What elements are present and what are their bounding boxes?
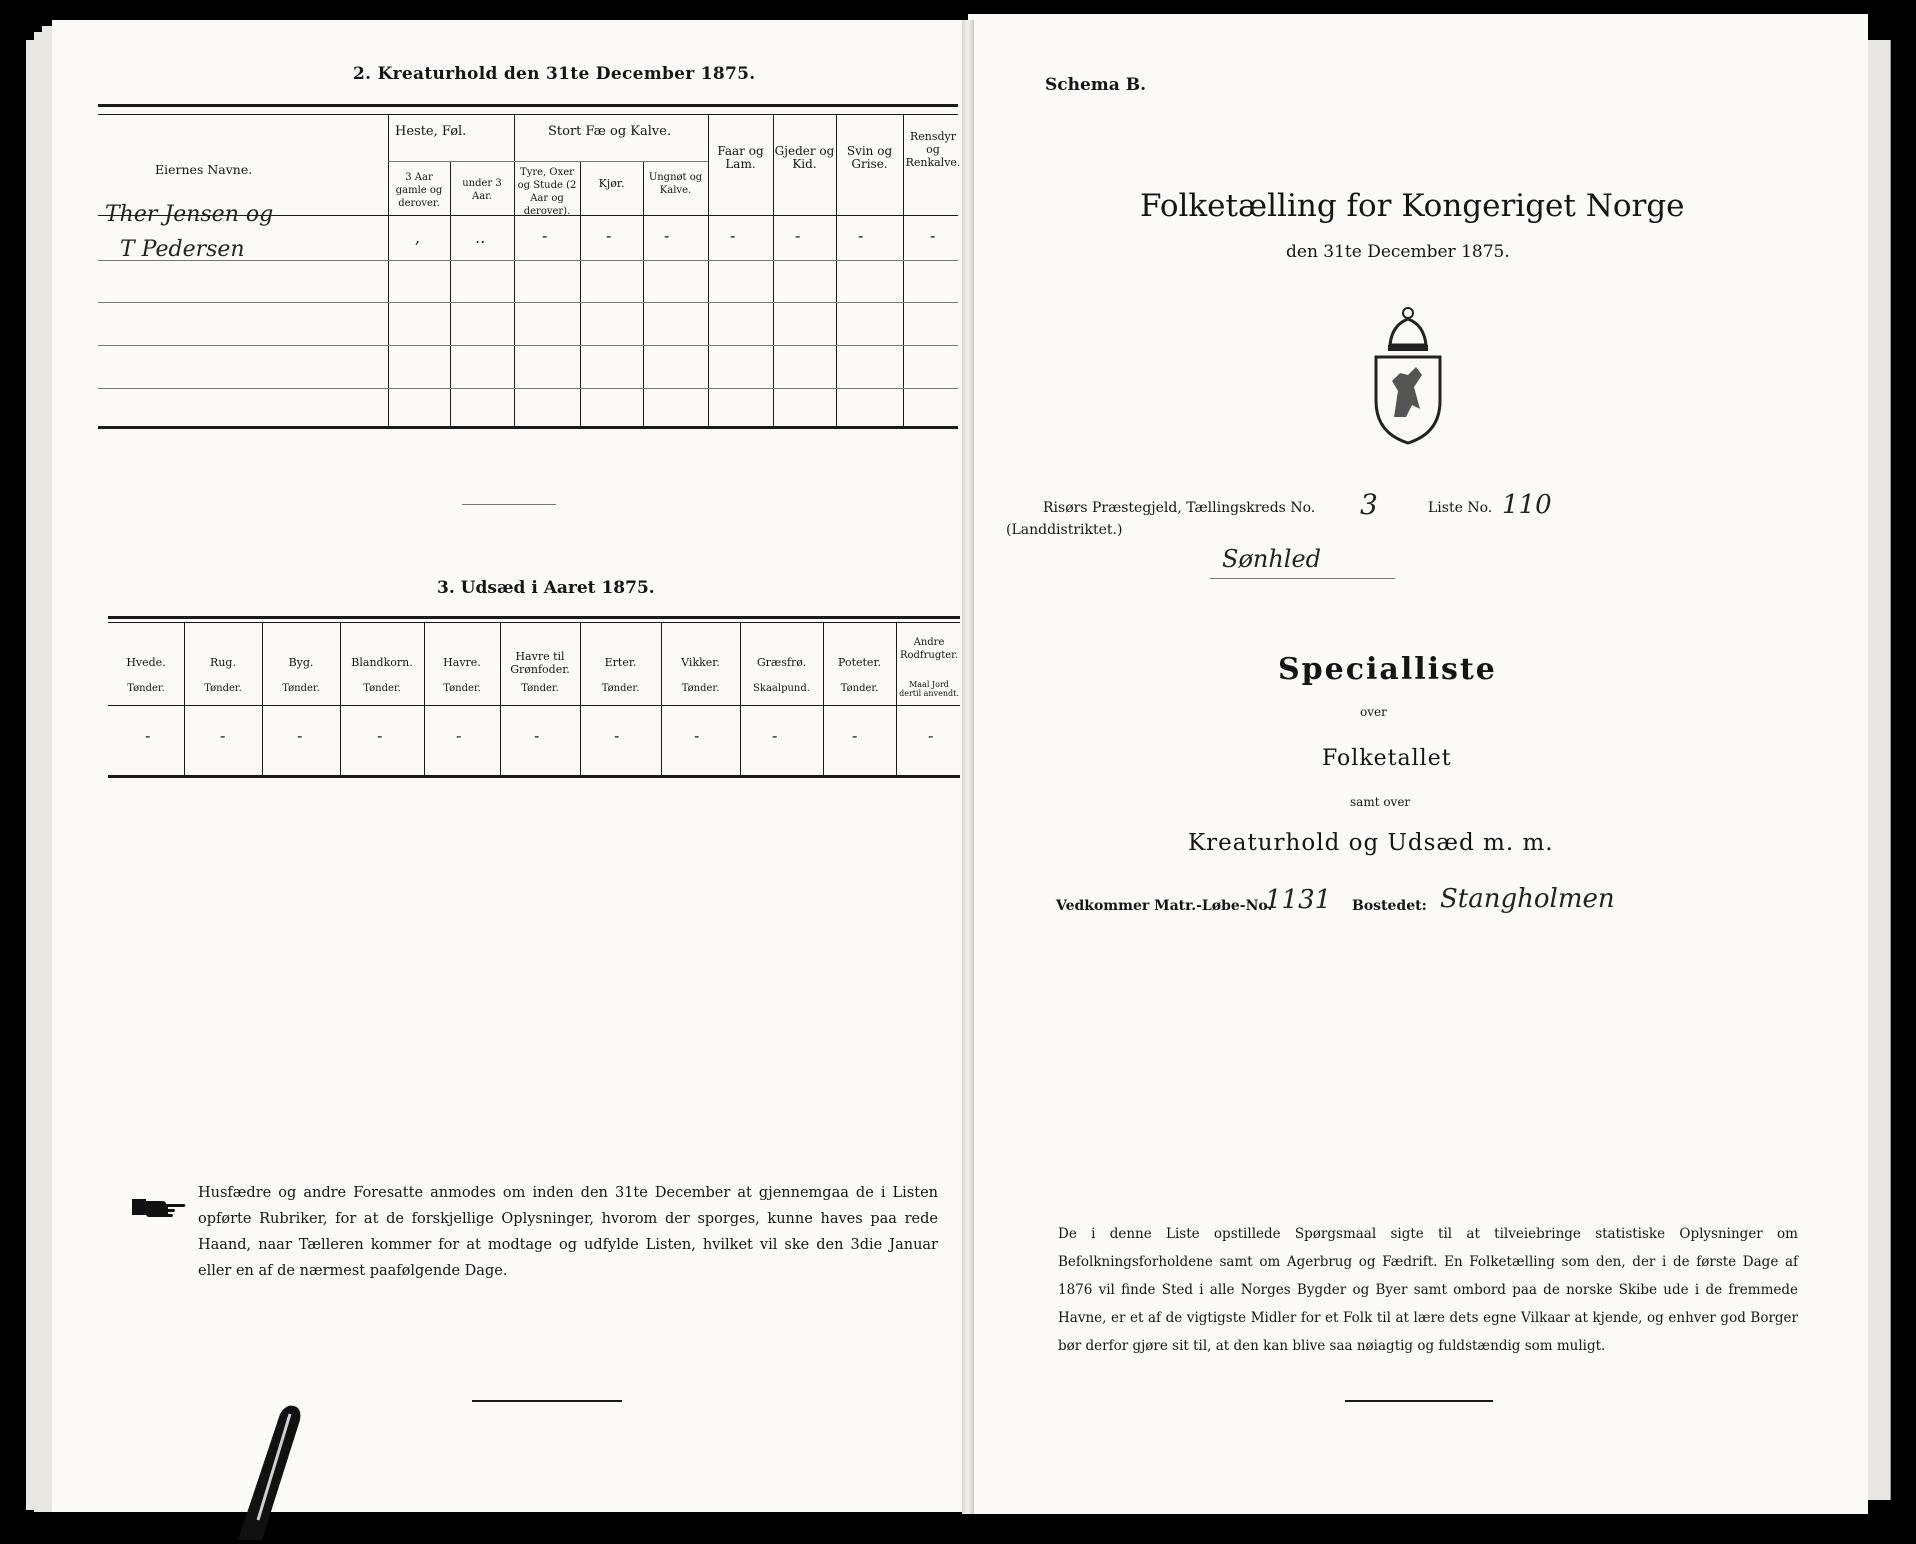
udsaed-unit: Tønder. xyxy=(127,683,165,694)
col-header: Gjeder og Kid. xyxy=(774,144,835,171)
row-mark: - xyxy=(664,226,670,245)
table-rule xyxy=(98,104,958,107)
row-mark: - xyxy=(456,726,462,745)
udsaed-unit: Tønder. xyxy=(443,683,481,694)
udsaed-unit: Tønder. xyxy=(204,683,242,694)
col-line xyxy=(340,622,341,775)
special-title: Specialliste xyxy=(1278,652,1497,687)
udsaed-col: Blandkorn. xyxy=(351,656,413,669)
matr-label: Vedkommer Matr.-Løbe-No. xyxy=(1056,898,1273,914)
table-rule xyxy=(108,705,960,706)
table-rule xyxy=(98,114,958,115)
col-header: Faar og Lam. xyxy=(717,144,764,171)
udsaed-col: Græsfrø. xyxy=(756,656,807,669)
col-header: Kjør. xyxy=(598,177,625,190)
liste-label: Liste No. xyxy=(1428,500,1493,516)
notice-text: Husfædre og andre Foresatte anmodes om inden den 31te December at gjennemgaa de i Listen opførte Rubriker, for at de forskjellige Oplysninger, hvorom der sporges, kunne haves paa rede Haand, naar Tælleren kommer for at modtage og udfylde Listen, hvilket vil ske den 3die Januar eller en af de nærmest paafølgende Dage. xyxy=(198,1185,938,1279)
udsaed-col: Rug. xyxy=(210,656,236,669)
kreaturhold-label: Kreaturhold og Udsæd m. m. xyxy=(1188,830,1554,856)
owner-name-line2: T Pedersen xyxy=(120,237,245,262)
row-mark: - xyxy=(858,226,864,245)
heste-header: Heste, Føl. xyxy=(395,124,467,139)
schema-label: Schema B. xyxy=(1045,75,1147,95)
col-line xyxy=(424,622,425,775)
header-rule xyxy=(388,161,708,162)
udsaed-col: Byg. xyxy=(288,656,314,669)
page-edge xyxy=(1868,40,1891,1500)
col-line xyxy=(500,622,501,775)
udsaed-unit: Tønder. xyxy=(363,683,401,694)
stort-fae-header: Stort Fæ og Kalve. xyxy=(548,124,672,139)
row-mark: - xyxy=(730,226,736,245)
udsaed-col: Vikker. xyxy=(681,656,720,669)
row-mark: , xyxy=(415,228,421,247)
col-line xyxy=(580,622,581,775)
underline xyxy=(1210,578,1395,579)
udsaed-unit: Maal Jord dertil anvendt. xyxy=(899,680,959,698)
liste-number: 110 xyxy=(1502,490,1552,520)
row-line xyxy=(98,345,958,346)
explanation-text: De i denne Liste opstillede Spørgsmaal sigte til at tilveiebringe statistiske Oplysninger om Befolkningsforholdene samt om Agerbrug og Fædrift. En Folketælling som den, der i de første Dage af 1876 vil finde Sted i alle Norges Bygder og Byer samt ombord paa de norske Skibe ude i de fremmede Havne, er et af de vigtigste Midler for et Folk til at lære dets egne Vilkaar at kjende, og enhver god Borger bør derfor gjøre sit til, at den kan blive saa nøiagtig og fuldstændig som muligt. xyxy=(1058,1226,1798,1354)
divider xyxy=(1345,1400,1493,1402)
col-header: Tyre, Oxer og Stude (2 Aar og derover). xyxy=(517,167,577,217)
table-rule xyxy=(108,622,960,623)
udsaed-unit: Tønder. xyxy=(681,683,720,694)
bosted-label: Bostedet: xyxy=(1352,898,1427,914)
row-line xyxy=(98,388,958,389)
row-mark: - xyxy=(606,226,612,245)
census-date: den 31te December 1875. xyxy=(1286,242,1510,262)
row-mark: - xyxy=(852,726,858,745)
col-header: Svin og Grise. xyxy=(846,144,893,171)
over-text: over xyxy=(1360,705,1387,719)
norwegian-coat-of-arms-icon xyxy=(1366,305,1450,445)
row-mark: - xyxy=(795,226,801,245)
row-mark: - xyxy=(377,726,383,745)
udsaed-col: Havre til Grønfoder. xyxy=(510,650,570,676)
udsaed-unit: Tønder. xyxy=(282,683,320,694)
row-line xyxy=(98,302,958,303)
kreds-number: 3 xyxy=(1360,488,1378,521)
pen-icon xyxy=(232,1400,312,1540)
col-line xyxy=(661,622,662,775)
row-mark: - xyxy=(928,726,934,745)
row-mark: - xyxy=(220,726,226,745)
col-line xyxy=(184,622,185,775)
census-title: Folketælling for Kongeriget Norge xyxy=(1140,188,1685,224)
samt-over-text: samt over xyxy=(1350,795,1411,809)
table-rule xyxy=(98,426,958,429)
row-mark: .. xyxy=(475,228,486,247)
landdistrikt-label: (Landdistriktet.) xyxy=(1006,522,1123,538)
row-mark: - xyxy=(772,726,778,745)
table-rule xyxy=(108,775,960,778)
prestegjeld-label: Risørs Præstegjeld, Tællingskreds No. xyxy=(1043,500,1316,516)
udsaed-col: Poteter. xyxy=(838,656,881,669)
place-name: Sønhled xyxy=(1222,545,1322,573)
row-mark: - xyxy=(297,726,303,745)
col-line xyxy=(823,622,824,775)
col-line xyxy=(580,162,581,426)
col-header: 3 Aar gamle og derover. xyxy=(395,172,443,209)
row-mark: - xyxy=(534,726,540,745)
divider xyxy=(462,504,556,505)
section3-title: 3. Udsæd i Aaret 1875. xyxy=(437,578,655,598)
owner-header: Eiernes Navne. xyxy=(155,162,253,177)
owner-name-line1: Ther Jensen og xyxy=(105,202,274,227)
matr-number: 1131 xyxy=(1265,885,1332,915)
udsaed-unit: Tønder. xyxy=(601,683,640,694)
col-line xyxy=(262,622,263,775)
row-mark: - xyxy=(614,726,620,745)
col-header: Ungnøt og Kalve. xyxy=(648,172,703,196)
table-rule xyxy=(108,616,960,619)
udsaed-col: Hvede. xyxy=(126,656,166,669)
col-line xyxy=(740,622,741,775)
book-spine xyxy=(962,20,974,1514)
col-header: Rensdyr og Renkalve. xyxy=(905,130,961,169)
row-mark: - xyxy=(542,226,548,245)
row-mark: - xyxy=(930,226,936,245)
udsaed-col: Erter. xyxy=(604,656,637,669)
udsaed-unit: Tønder. xyxy=(521,683,559,694)
col-header: under 3 Aar. xyxy=(462,178,502,202)
pointing-hand-icon xyxy=(130,1195,190,1219)
section2-title: 2. Kreaturhold den 31te December 1875. xyxy=(353,64,756,84)
udsaed-unit: Skaalpund. xyxy=(753,683,810,694)
folketallet-label: Folketallet xyxy=(1322,746,1452,771)
row-mark: - xyxy=(145,726,151,745)
bosted-name: Stangholmen xyxy=(1440,884,1615,914)
udsaed-col: Andre Rodfrugter. xyxy=(899,637,959,661)
row-mark: - xyxy=(694,726,700,745)
udsaed-col: Havre. xyxy=(443,656,481,669)
col-line xyxy=(643,162,644,426)
divider xyxy=(472,1400,622,1402)
udsaed-unit: Tønder. xyxy=(840,683,879,694)
